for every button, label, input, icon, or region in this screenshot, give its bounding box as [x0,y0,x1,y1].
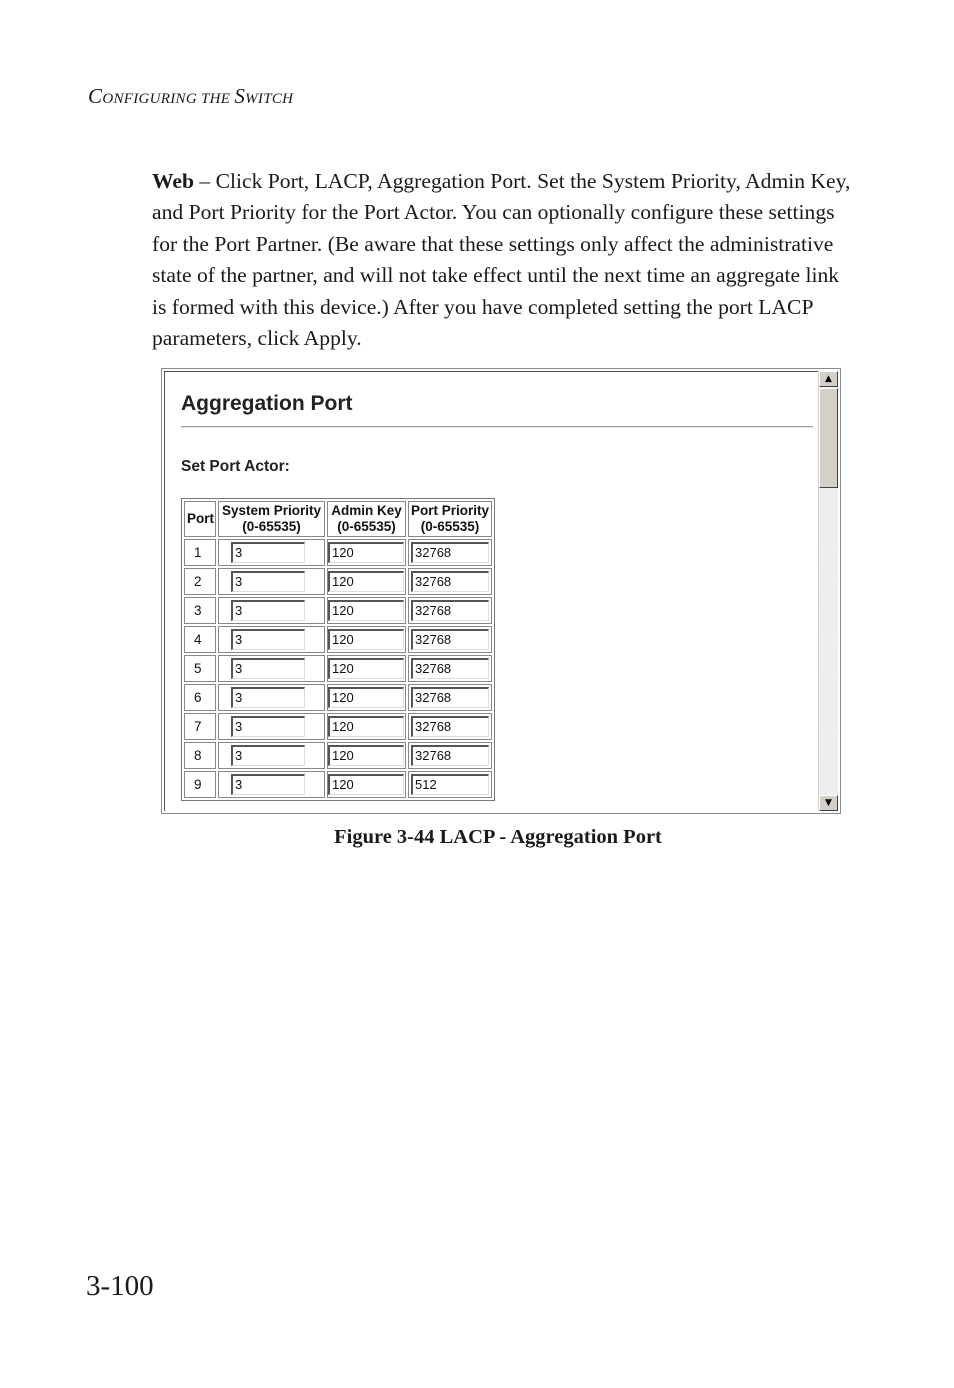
system-priority-input[interactable]: 3 [231,658,305,679]
intro-text: – Click Port, LACP, Aggregation Port. Set the System Priority, Admin Key, and Port Priority for the Port Actor. You can optionally configure these settings for the Port Partner. (Be aware that these settings only affect the administrative state of the partner, and will not take effect until the next time an aggregate link is formed with this device.) After you have completed setting the port LACP parameters, click Apply. [152,169,851,351]
table-row [184,655,492,682]
title-divider [181,426,813,428]
scroll-thumb[interactable] [819,388,838,488]
port-priority-input[interactable]: 32768 [411,716,489,737]
port-actor-table [181,498,495,801]
port-number: 2 [184,568,216,595]
table-row [184,539,492,566]
port-number: 1 [184,539,216,566]
port-priority-input[interactable]: 32768 [411,629,489,650]
admin-key-input[interactable]: 120 [328,658,404,679]
table-row [184,597,492,624]
port-number: 3 [184,597,216,624]
port-priority-input[interactable]: 32768 [411,745,489,766]
admin-key-input[interactable]: 120 [328,629,404,650]
column-header-port-priority: Port Priority (0-65535) [408,501,492,537]
page-number: 3-100 [86,1270,154,1302]
system-priority-input[interactable]: 3 [231,571,305,592]
system-priority-input[interactable]: 3 [231,542,305,563]
port-number: 7 [184,713,216,740]
port-number: 8 [184,742,216,769]
port-number: 4 [184,626,216,653]
scroll-down-arrow-icon[interactable]: ▼ [819,795,838,811]
admin-key-input[interactable]: 120 [328,542,404,563]
running-head: CONFIGURING THE SWITCH [88,84,294,108]
table-row [184,713,492,740]
port-priority-input[interactable]: 32768 [411,658,489,679]
table-header-row [184,501,492,537]
port-priority-input[interactable]: 32768 [411,600,489,621]
section-label: Set Port Actor: [181,458,290,475]
vertical-scrollbar[interactable] [818,371,838,811]
scroll-up-arrow-icon[interactable]: ▲ [819,371,838,387]
port-priority-input[interactable]: 512 [411,774,489,795]
content-frame [164,371,818,811]
admin-key-input[interactable]: 120 [328,745,404,766]
column-header-port: Port [184,501,216,537]
column-header-admin-key: Admin Key (0-65535) [327,501,406,537]
table-row [184,742,492,769]
admin-key-input[interactable]: 120 [328,774,404,795]
admin-key-input[interactable]: 120 [328,600,404,621]
intro-paragraph [152,166,852,354]
system-priority-input[interactable]: 3 [231,774,305,795]
system-priority-input[interactable]: 3 [231,629,305,650]
admin-key-input[interactable]: 120 [328,687,404,708]
system-priority-input[interactable]: 3 [231,745,305,766]
page-title: Aggregation Port [181,392,353,415]
port-number: 5 [184,655,216,682]
port-number: 6 [184,684,216,711]
admin-key-input[interactable]: 120 [328,571,404,592]
system-priority-input[interactable]: 3 [231,600,305,621]
port-priority-input[interactable]: 32768 [411,542,489,563]
port-priority-input[interactable]: 32768 [411,571,489,592]
system-priority-input[interactable]: 3 [231,716,305,737]
admin-key-input[interactable]: 120 [328,716,404,737]
table-row [184,568,492,595]
system-priority-input[interactable]: 3 [231,687,305,708]
port-priority-input[interactable]: 32768 [411,687,489,708]
column-header-system-priority: System Priority (0-65535) [218,501,325,537]
figure-caption: Figure 3-44 LACP - Aggregation Port [334,826,662,848]
table-row [184,771,492,798]
table-row [184,626,492,653]
port-number: 9 [184,771,216,798]
table-row [184,684,492,711]
aggregation-port-screenshot [161,368,841,814]
intro-bold: Web [152,169,194,193]
